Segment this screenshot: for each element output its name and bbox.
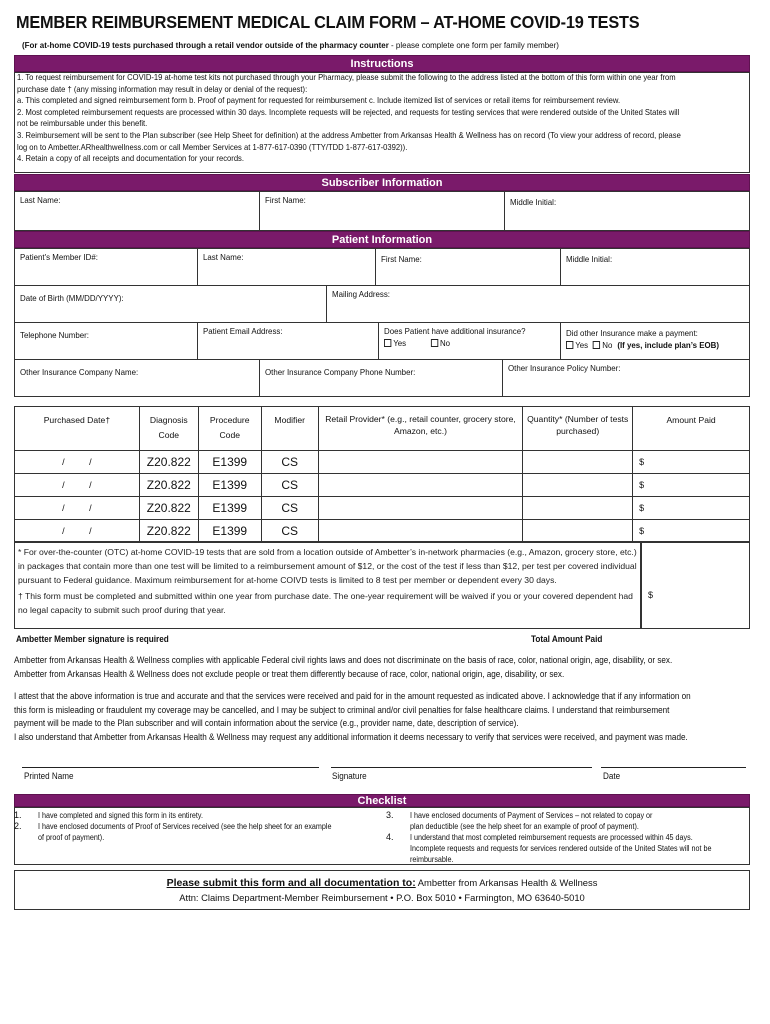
subscriber-middle-initial-field[interactable]: Middle Initial: [504,191,750,231]
table-row [15,497,750,520]
other-payment-yes-checkbox[interactable] [566,341,573,349]
table-row [15,474,750,497]
checklist-item: 3. I have enclosed documents of Payment of Services – not related to copay or plan deductible (see the help sheet for an example of proof of payment). [386,810,653,831]
diagnosis-code-cell: Z20.822 [139,497,198,520]
amount-paid-cell[interactable]: $ [633,497,750,520]
patient-heading: Patient Information [14,231,750,248]
subscriber-last-name-field[interactable]: Last Name: [14,191,260,231]
header-purchased-date: Purchased Date† [15,407,140,451]
instructions-heading: Instructions [14,55,750,72]
purchase-date-cell[interactable]: / / [15,497,140,520]
procedure-code-cell: E1399 [198,497,261,520]
printed-name-caption: Printed Name [24,771,74,781]
total-amount-field[interactable]: $ [641,541,750,629]
subscriber-heading: Subscriber Information [14,174,750,191]
retail-provider-cell[interactable] [318,497,523,520]
modifier-cell: CS [261,451,318,474]
modifier-cell: CS [261,520,318,543]
other-payment-no-checkbox[interactable] [593,341,600,349]
table-row [15,520,750,543]
one-year-footnote: † This form must be completed and submitted within one year from purchase date. The one-year requirement will be waived if you or your covered dependent had no legal capacity to submit such proof during that year. [18,590,633,615]
checklist-item: 2. I have enclosed documents of Proof of Services received (see the help sheet for an example of proof of payment). [14,821,332,842]
table-row [15,451,750,474]
procedure-code-cell: E1399 [198,474,261,497]
modifier-cell: CS [261,497,318,520]
table-header-row [15,407,750,451]
signature-caption: Signature [332,771,367,781]
header-procedure-code: Procedure Code [198,407,261,451]
patient-dob-field[interactable]: Date of Birth (MM/DD/YYYY): [14,285,327,323]
other-insurance-company-field[interactable]: Other Insurance Company Name: [14,359,260,397]
header-modifier: Modifier [261,407,318,451]
retail-provider-cell[interactable] [318,474,523,497]
nondiscrimination-notice: Ambetter from Arkansas Health & Wellness complies with applicable Federal civil rights laws and does not discriminate on the basis of race, color, national origin, age, disability, or sex. Ambetter from Arkansas Health & Wellness does not exclude people or treat them differently because of race, color, national origin, age, disability, or sex. [14,655,673,679]
submit-recipient: Ambetter from Arkansas Health & Wellness [415,877,598,888]
form-subtitle: (For at-home COVID-19 tests purchased through a retail vendor outside of the pharmacy counter - please complete one form per family member) [22,40,559,50]
procedure-code-cell: E1399 [198,451,261,474]
purchase-date-cell[interactable]: / / [15,474,140,497]
submission-address-box [14,870,750,910]
patient-last-name-field[interactable]: Last Name: [197,248,376,286]
quantity-cell[interactable] [523,520,633,543]
printed-name-line[interactable] [22,767,319,768]
signature-line[interactable] [331,767,592,768]
form-title: MEMBER REIMBURSEMENT MEDICAL CLAIM FORM – AT-HOME COVID-19 TESTS [16,12,640,32]
quantity-cell[interactable] [523,451,633,474]
quantity-cell[interactable] [523,474,633,497]
patient-email-field[interactable]: Patient Email Address: [197,322,379,360]
purchase-date-cell[interactable]: / / [15,451,140,474]
subscriber-first-name-field[interactable]: First Name: [259,191,505,231]
quantity-cell[interactable] [523,497,633,520]
diagnosis-code-cell: Z20.822 [139,520,198,543]
modifier-cell: CS [261,474,318,497]
patient-mailing-address-field[interactable]: Mailing Address: [326,285,750,323]
header-retail-provider: Retail Provider* (e.g., retail counter, grocery store, Amazon, etc.) [318,407,523,451]
checklist-item: 1. I have completed and signed this form in its entirety. [14,810,203,820]
patient-member-id-field[interactable]: Patient's Member ID#: [14,248,198,286]
signature-required-note: Ambetter Member signature is required [16,634,169,644]
checklist-heading: Checklist [14,794,750,807]
instructions-text: 1. To request reimbursement for COVID-19 at-home test kits not purchased through your Pharmacy, please submit the following to the address listed at the bottom of this form within one year from purchase date † (any missing information may result in delay or denial of the request): a. This completed and signed reimbursement form b. Proof of payment for requested for reimbursement c. Include itemized list of services or retail items for reimbursement review. 2. Most completed reimbursement requests are processed within 30 days. Incomplete requests will be rejected, and requests for testing services that were rendered outside of the United States will not be reimbursable under this benefit. 3. Reimbursement will be sent to the Plan subscriber (see Help Sheet for definition) at the address Ambetter from Arkansas Health & Wellness has on record (To view your address of record, please log on to Ambetter.ARhealthwellness.com or call Member Services at 1-877-617-0390 (TTY/TDD 1-877-617-0392)). 4. Retain a copy of all receipts and documentation for your records. [17,72,681,164]
additional-insurance-yes-checkbox[interactable] [384,339,391,347]
otc-footnote: * For over-the-counter (OTC) at-home COVID-19 tests that are sold from a location outside of Ambetter’s in-network pharmacies (e.g., Amazon, grocery store, etc.) in packages that contain more than one test will be limited to a reimbursement amount of $12, or the cost of the test if less than $12, per test per covered individual pursuant to Federal guidance. Maximum reimbursement for at-home COIVD tests is limited to 8 test per member or dependent every 30 days. [18,547,637,586]
submit-heading: Please submit this form and all documentation to: [166,877,416,889]
diagnosis-code-cell: Z20.822 [139,451,198,474]
retail-provider-cell[interactable] [318,451,523,474]
retail-provider-cell[interactable] [318,520,523,543]
amount-paid-cell[interactable]: $ [633,520,750,543]
footnotes-box [14,541,641,629]
patient-first-name-field[interactable]: First Name: [375,248,561,286]
additional-insurance-no-checkbox[interactable] [431,339,438,347]
attestation-text: I attest that the above information is true and accurate and that the services were received and paid for in the amount requested as indicated above. I acknowledge that if any information on this form is misleading or fraudulent my coverage may be cancelled, and I may be subject to criminal and/or civil penalties for false healthcare claims. I understand that reimbursement payment will be made to the Plan subscriber and will contain information about the service (e.g., provider name, date, description of service). I also understand that Ambetter from Arkansas Health & Wellness may request any additional information it deems necessary to verify that services were received, and payment was made. [14,691,691,742]
other-insurance-payment-question: Did other Insurance make a payment: Yes No (If yes, include plan’s EOB) [560,322,750,360]
diagnosis-code-cell: Z20.822 [139,474,198,497]
other-insurance-phone-field[interactable]: Other Insurance Company Phone Number: [259,359,503,397]
purchase-date-cell[interactable]: / / [15,520,140,543]
additional-insurance-question: Does Patient have additional insurance? Yes No [378,322,561,360]
total-amount-paid-label: Total Amount Paid [531,634,603,644]
header-quantity: Quantity* (Number of tests purchased) [523,407,633,451]
claim-items-table [14,406,750,543]
patient-phone-field[interactable]: Telephone Number: [14,322,198,360]
date-line[interactable] [601,767,746,768]
other-insurance-policy-field[interactable]: Other Insurance Policy Number: [502,359,750,397]
header-amount-paid: Amount Paid [633,407,750,451]
amount-paid-cell[interactable]: $ [633,451,750,474]
submit-mailing-address: Attn: Claims Department-Member Reimbursement • P.O. Box 5010 • Farmington, MO 63640-5010 [179,891,585,903]
date-caption: Date [603,771,621,781]
procedure-code-cell: E1399 [198,520,261,543]
checklist-item: 4. I understand that most completed reimbursement requests are processed within 45 days. Incomplete requests and requests for services rendered outside of the United States will not be reimbursable. [386,832,712,864]
header-diagnosis-code: Diagnosis Code [139,407,198,451]
patient-middle-initial-field[interactable]: Middle Initial: [560,248,750,286]
amount-paid-cell[interactable]: $ [633,474,750,497]
